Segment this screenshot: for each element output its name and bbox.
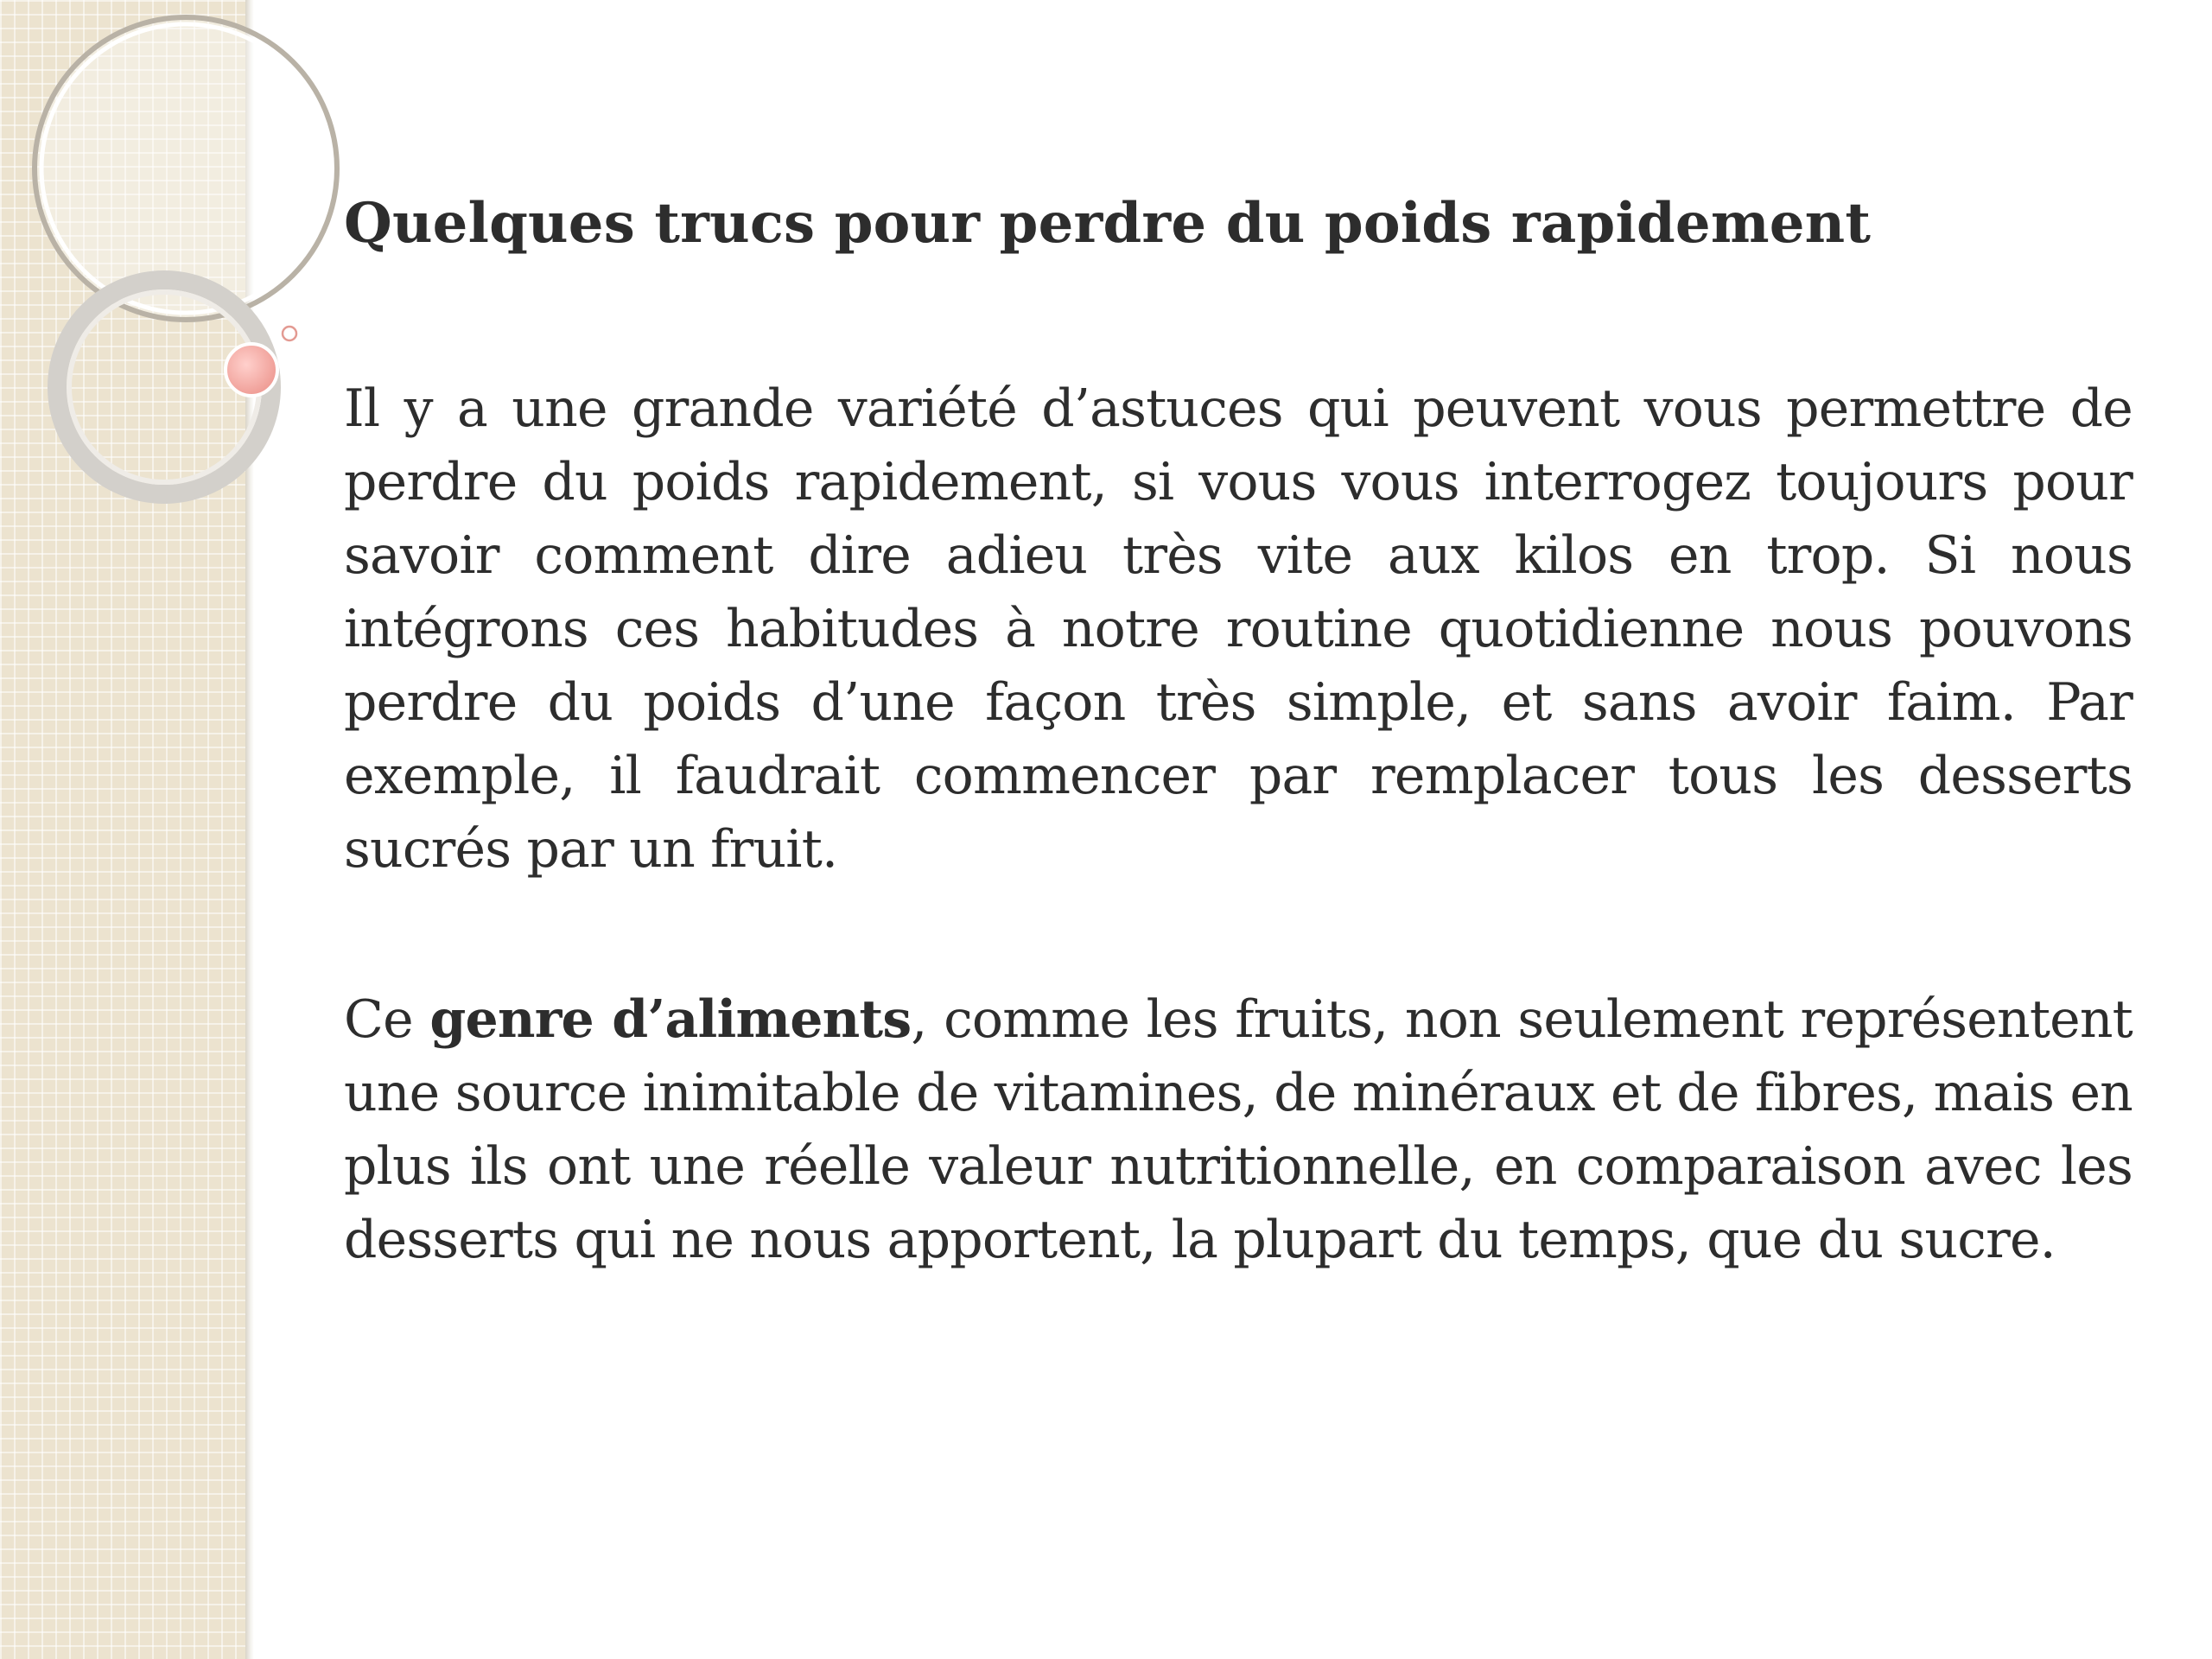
- slide-content: [344, 186, 2133, 1277]
- paragraph-2: [344, 983, 2133, 1277]
- paragraph-2-bold: genre d’aliments: [429, 989, 912, 1050]
- paragraph-1: Il y a une grande variété d’astuces qui peuvent vous permettre de perdre du poids rapidement, si vous vous interrogez toujours pour savoir comment dire adieu très vite aux kilos en trop. Si nous intégrons ces habitudes à notre routine quotidienne nous pouvons perdre du poids d’une façon très simple, et sans avoir faim. Par exemple, il faudrait commencer par remplacer tous les desserts sucrés par un fruit.: [344, 378, 2133, 880]
- small-accent-ring: [283, 327, 296, 340]
- paragraph-2-rest: , comme les fruits, non seulement représentent une source inimitable de vitamines, de minéraux et de fibres, mais en plus ils ont une réelle valeur nutritionnelle, en comparaison avec les desserts qui ne nous apportent, la plupart du temps, que du sucre.: [344, 989, 2133, 1270]
- decorative-rings: [0, 0, 363, 553]
- paragraph-2-lead: Ce: [344, 989, 430, 1050]
- slide-title: Quelques trucs pour perdre du poids rapidement: [344, 191, 1872, 256]
- accent-dot: [226, 344, 277, 396]
